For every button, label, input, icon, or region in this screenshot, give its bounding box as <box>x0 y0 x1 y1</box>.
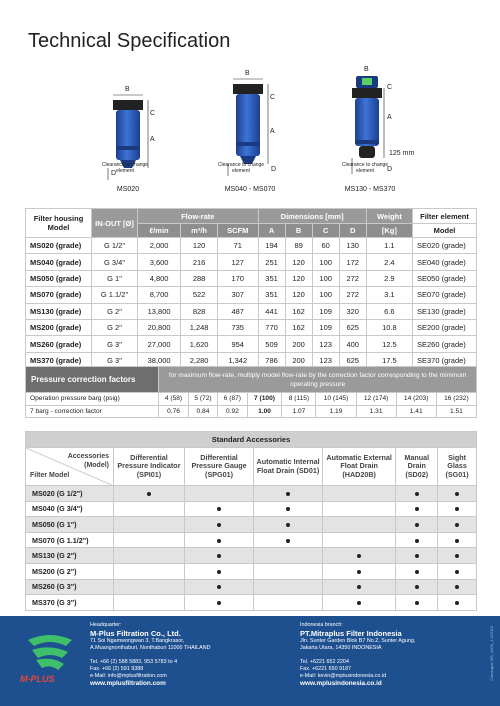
pcf-factor-cell: 0.76 <box>159 405 188 418</box>
spec-cell-model: MS070 (grade) <box>26 287 92 303</box>
pcf-row-pressure <box>26 393 477 406</box>
bullet-icon <box>415 601 419 605</box>
spec-row <box>26 303 477 319</box>
acc-cell <box>114 501 185 517</box>
pcf-pressure-cell: 10 (145) <box>316 393 356 406</box>
spec-cell-io: G 1.1/2" <box>92 287 138 303</box>
th-housing: Filter housing Model <box>26 209 92 238</box>
id-email[interactable]: e-Mail: kevin@mplusindonesia.co.id <box>300 673 387 680</box>
acc-cell <box>322 563 395 579</box>
bullet-icon <box>217 507 221 511</box>
hq-label: Headquarter: <box>90 622 122 628</box>
spec-cell-a: 194 <box>258 238 285 254</box>
acc-row <box>26 486 477 502</box>
acc-cell <box>396 486 438 502</box>
spec-cell-d: 272 <box>339 270 366 286</box>
id-addr2: Jakarta Utara, 14350 INDONESIA <box>300 645 382 652</box>
bullet-icon <box>415 492 419 496</box>
spec-cell-lmin: 27,000 <box>138 336 181 352</box>
acc-cell <box>184 548 253 564</box>
spec-cell-lmin: 38,000 <box>138 352 181 368</box>
acc-cell <box>254 595 323 611</box>
spec-cell-model: MS020 (grade) <box>26 238 92 254</box>
acc-cell <box>322 595 395 611</box>
bullet-icon <box>455 554 459 558</box>
hq-email[interactable]: e-Mail: info@mplusfiltration.com <box>90 673 167 680</box>
spec-cell-kg: 10.8 <box>366 319 412 335</box>
pcf-factor-cell: 1.41 <box>396 405 436 418</box>
pcf-factor-cell: 0.92 <box>218 405 247 418</box>
spec-cell-b: 200 <box>285 352 312 368</box>
pcf-pressure-cell: 4 (58) <box>159 393 188 406</box>
acc-row <box>26 548 477 564</box>
id-addr1: Jln. Sunter Garden Blok B7 No.2, Sunter Agung, <box>300 638 416 645</box>
acc-model: MS200 (G 2") <box>26 563 114 579</box>
clearance-3: Clearance to change element <box>341 162 389 174</box>
spec-cell-scfm: 735 <box>217 319 258 335</box>
spec-row <box>26 336 477 352</box>
spec-row <box>26 254 477 270</box>
spec-cell-m3h: 1,248 <box>181 319 218 335</box>
spec-cell-kg: 2.4 <box>366 254 412 270</box>
bullet-icon <box>357 570 361 574</box>
spec-cell-m3h: 522 <box>181 287 218 303</box>
hq-web[interactable]: www.mplusfiltration.com <box>90 680 166 688</box>
acc-title: Standard Accessories <box>26 432 477 448</box>
bullet-icon <box>286 507 290 511</box>
dim-a-3: A <box>387 114 392 121</box>
pcf-factor-cell: 1.07 <box>282 405 316 418</box>
th-inout: IN-OUT [Ø] <box>92 209 138 238</box>
pcf-pressure-cell: 16 (232) <box>436 393 476 406</box>
mplus-logo <box>22 630 78 694</box>
spec-cell-lmin: 4,800 <box>138 270 181 286</box>
spec-cell-d: 272 <box>339 287 366 303</box>
acc-cell <box>114 595 185 611</box>
acc-cell <box>396 595 438 611</box>
bullet-icon <box>455 570 459 574</box>
spec-cell-el: SE070 (grade) <box>413 287 477 303</box>
acc-row <box>26 595 477 611</box>
bullet-icon <box>415 554 419 558</box>
id-fax: Fax. +6221 650 9187 <box>300 665 352 672</box>
pcf-pressure-cell: 5 (72) <box>188 393 217 406</box>
acc-cell <box>322 532 395 548</box>
spec-cell-el: SE260 (grade) <box>413 336 477 352</box>
acc-cell <box>114 486 185 502</box>
th-model: Model <box>413 224 477 238</box>
acc-cell <box>184 595 253 611</box>
spec-cell-model: MS200 (grade) <box>26 319 92 335</box>
spec-cell-lmin: 2,000 <box>138 238 181 254</box>
bullet-icon <box>455 601 459 605</box>
spec-cell-b: 120 <box>285 287 312 303</box>
pcf-row-factor <box>26 405 477 418</box>
pcf-row2-label: 7 barg - correction factor <box>26 405 159 418</box>
spec-cell-io: G 3" <box>92 336 138 352</box>
logo-text: M-PLUS <box>20 674 55 684</box>
spec-row <box>26 287 477 303</box>
spec-cell-b: 162 <box>285 303 312 319</box>
spec-cell-m3h: 2,280 <box>181 352 218 368</box>
bullet-icon <box>217 570 221 574</box>
acc-cell <box>322 579 395 595</box>
bullet-icon <box>286 539 290 543</box>
pcf-factor-cell: 1.19 <box>316 405 356 418</box>
spec-cell-io: G 2" <box>92 319 138 335</box>
pcf-pressure-cell: 7 (100) <box>247 393 282 406</box>
acc-cell <box>254 517 323 533</box>
spec-cell-a: 351 <box>258 287 285 303</box>
spec-cell-m3h: 1,620 <box>181 336 218 352</box>
acc-row <box>26 532 477 548</box>
spec-cell-scfm: 307 <box>217 287 258 303</box>
acc-cell <box>438 595 477 611</box>
spec-cell-m3h: 120 <box>181 238 218 254</box>
filter-drawings <box>0 62 500 202</box>
catalogue-code: Catalogue-MS_0000_1-1/2019 <box>489 626 494 681</box>
bullet-icon <box>415 539 419 543</box>
spec-cell-c: 109 <box>312 303 339 319</box>
spec-cell-scfm: 954 <box>217 336 258 352</box>
acc-model: MS070 (G 1.1/2") <box>26 532 114 548</box>
th-weight: Weight <box>366 209 412 224</box>
spec-cell-b: 89 <box>285 238 312 254</box>
th-a: A <box>258 224 285 238</box>
bullet-icon <box>455 492 459 496</box>
acc-col-header: Differential Pressure Indicator (SPI01) <box>114 448 185 486</box>
pressure-table <box>25 366 477 418</box>
spec-cell-model: MS130 (grade) <box>26 303 92 319</box>
acc-body <box>26 486 477 611</box>
th-kg: [Kg] <box>366 224 412 238</box>
dim-b-1: B <box>125 86 130 93</box>
bullet-icon <box>415 570 419 574</box>
bullet-icon <box>147 492 151 496</box>
spec-cell-scfm: 487 <box>217 303 258 319</box>
spec-cell-a: 351 <box>258 270 285 286</box>
id-tel: Tel. +6221 652 2204 <box>300 658 350 665</box>
bullet-icon <box>217 523 221 527</box>
spec-cell-kg: 2.9 <box>366 270 412 286</box>
acc-cell <box>254 563 323 579</box>
dim-b-2: B <box>245 70 250 77</box>
spec-cell-model: MS050 (grade) <box>26 270 92 286</box>
spec-cell-lmin: 13,800 <box>138 303 181 319</box>
bullet-icon <box>217 539 221 543</box>
acc-row <box>26 501 477 517</box>
spec-cell-kg: 17.5 <box>366 352 412 368</box>
acc-col-header: Sight Glass (SG01) <box>438 448 477 486</box>
acc-cell <box>114 548 185 564</box>
acc-cell <box>438 548 477 564</box>
spec-cell-m3h: 216 <box>181 254 218 270</box>
th-scfm: SCFM <box>217 224 258 238</box>
acc-model: MS260 (G 3") <box>26 579 114 595</box>
acc-cell <box>438 579 477 595</box>
spec-cell-lmin: 8,700 <box>138 287 181 303</box>
acc-corner <box>26 448 114 486</box>
acc-cell <box>114 532 185 548</box>
pcf-pressure-cell: 12 (174) <box>356 393 396 406</box>
spec-cell-a: 786 <box>258 352 285 368</box>
pcf-title: Pressure correction factors <box>26 367 159 393</box>
spec-cell-el: SE050 (grade) <box>413 270 477 286</box>
bullet-icon <box>415 585 419 589</box>
clearance-2: Clearance to change element <box>217 162 265 174</box>
spec-cell-b: 120 <box>285 270 312 286</box>
id-name: PT.Mitraplus Filter Indonesia <box>300 629 402 639</box>
spec-cell-kg: 1.1 <box>366 238 412 254</box>
acc-cell <box>184 501 253 517</box>
id-block <box>300 622 415 687</box>
caption-ms040: MS040 - MS070 <box>224 186 276 193</box>
spec-cell-lmin: 20,800 <box>138 319 181 335</box>
spec-cell-c: 100 <box>312 254 339 270</box>
acc-cell <box>114 579 185 595</box>
spec-cell-c: 100 <box>312 287 339 303</box>
caption-ms130: MS130 - MS370 <box>344 186 396 193</box>
spec-cell-model: MS370 (grade) <box>26 352 92 368</box>
spec-cell-d: 320 <box>339 303 366 319</box>
filter-illustrations <box>0 62 500 202</box>
spec-cell-c: 123 <box>312 336 339 352</box>
spec-cell-model: MS040 (grade) <box>26 254 92 270</box>
acc-cell <box>396 548 438 564</box>
hq-name: M-Plus Filtration Co., Ltd. <box>90 629 181 639</box>
dim-d-1: D <box>111 170 117 177</box>
spec-cell-b: 162 <box>285 319 312 335</box>
dim-a-2: A <box>270 128 275 135</box>
acc-cell <box>438 501 477 517</box>
spec-cell-d: 400 <box>339 336 366 352</box>
dim-b-3: B <box>364 66 369 73</box>
bullet-icon <box>286 492 290 496</box>
pcf-pressure-cell: 8 (115) <box>282 393 316 406</box>
acc-cell <box>184 517 253 533</box>
spec-cell-el: SE130 (grade) <box>413 303 477 319</box>
acc-cell <box>396 579 438 595</box>
acc-cell <box>114 517 185 533</box>
acc-cell <box>322 501 395 517</box>
drain-gap: 125 mm <box>389 150 415 157</box>
bullet-icon <box>357 585 361 589</box>
spec-cell-kg: 3.1 <box>366 287 412 303</box>
bullet-icon <box>455 507 459 511</box>
acc-cell <box>184 486 253 502</box>
spec-cell-io: G 3" <box>92 352 138 368</box>
acc-row <box>26 579 477 595</box>
page-title: Technical Specification <box>28 30 231 52</box>
acc-cell <box>254 501 323 517</box>
pcf-factor-cell: 0.84 <box>188 405 217 418</box>
bullet-icon <box>455 585 459 589</box>
spec-cell-scfm: 71 <box>217 238 258 254</box>
spec-cell-a: 509 <box>258 336 285 352</box>
spec-cell-io: G 2" <box>92 303 138 319</box>
bullet-icon <box>357 554 361 558</box>
dim-a-1: A <box>150 136 155 143</box>
pcf-pressure-cell: 6 (87) <box>218 393 247 406</box>
pcf-factor-cell: 1.51 <box>436 405 476 418</box>
spec-cell-io: G 3/4" <box>92 254 138 270</box>
acc-model: MS040 (G 3/4") <box>26 501 114 517</box>
th-dims: Dimensions [mm] <box>258 209 366 224</box>
dim-c-2: C <box>270 94 276 101</box>
accessories-table <box>25 431 477 611</box>
bullet-icon <box>217 601 221 605</box>
dim-d-2: D <box>271 166 277 173</box>
spec-cell-c: 123 <box>312 352 339 368</box>
acc-cell <box>254 548 323 564</box>
spec-cell-d: 625 <box>339 352 366 368</box>
acc-cell <box>396 532 438 548</box>
acc-cell <box>184 563 253 579</box>
acc-cell <box>438 517 477 533</box>
id-label: Indonesia branch: <box>300 622 343 628</box>
spec-cell-a: 441 <box>258 303 285 319</box>
acc-row <box>26 563 477 579</box>
spec-cell-b: 120 <box>285 254 312 270</box>
th-c: C <box>312 224 339 238</box>
acc-model: MS370 (G 3") <box>26 595 114 611</box>
pcf-note: for maximum flow-rate, multiply model flow-rate by the correction factor corresponding to the minimum operating pressure <box>159 367 477 393</box>
acc-corner-top: Accessories (Model) <box>67 453 109 469</box>
acc-cell <box>438 563 477 579</box>
hq-fax: Fax. +66 (2) 591 9388 <box>90 665 144 672</box>
spec-cell-kg: 6.6 <box>366 303 412 319</box>
acc-cell <box>438 486 477 502</box>
footer <box>0 616 500 706</box>
clearance-1: Clearance to change element <box>101 162 149 174</box>
acc-corner-bottom: Filter Model <box>30 471 70 479</box>
spec-row <box>26 270 477 286</box>
th-b: B <box>285 224 312 238</box>
spec-cell-c: 109 <box>312 319 339 335</box>
pcf-factor-cell: 1.00 <box>247 405 282 418</box>
spec-cell-d: 130 <box>339 238 366 254</box>
spec-row <box>26 238 477 254</box>
acc-cell <box>184 579 253 595</box>
bullet-icon <box>415 507 419 511</box>
acc-cell <box>396 501 438 517</box>
spec-body <box>26 238 477 369</box>
spec-cell-c: 100 <box>312 270 339 286</box>
acc-model: MS020 (G 1/2") <box>26 486 114 502</box>
bullet-icon <box>357 601 361 605</box>
acc-cell <box>322 517 395 533</box>
spec-cell-el: SE370 (grade) <box>413 352 477 368</box>
acc-col-header: Automatic Internal Float Drain (SD01) <box>254 448 323 486</box>
bullet-icon <box>217 554 221 558</box>
hq-block <box>90 622 211 687</box>
spec-cell-el: SE200 (grade) <box>413 319 477 335</box>
bullet-icon <box>415 523 419 527</box>
id-web[interactable]: www.mplusindonesia.co.id <box>300 680 382 688</box>
spec-cell-a: 251 <box>258 254 285 270</box>
acc-cell <box>254 532 323 548</box>
acc-cell <box>322 548 395 564</box>
acc-cell <box>396 563 438 579</box>
spec-cell-el: SE040 (grade) <box>413 254 477 270</box>
spec-cell-io: G 1/2" <box>92 238 138 254</box>
filter-ms130-drawing <box>352 76 384 174</box>
th-element: Filter element <box>413 209 477 224</box>
spec-cell-lmin: 3,600 <box>138 254 181 270</box>
spec-cell-model: MS260 (grade) <box>26 336 92 352</box>
spec-cell-d: 625 <box>339 319 366 335</box>
dim-d-3: D <box>387 166 393 173</box>
acc-cell <box>396 517 438 533</box>
spec-cell-d: 172 <box>339 254 366 270</box>
hq-addr2: A.Muangnonthaburi, Nonthaburi 11000 THAILAND <box>90 645 211 652</box>
caption-ms020: MS020 <box>116 186 140 193</box>
th-d: D <box>339 224 366 238</box>
acc-col-header: Differential Pressure Gauge (SPG01) <box>184 448 253 486</box>
hq-tel: Tel. +66 (2) 588 5883, 953 5783 to 4 <box>90 658 178 665</box>
acc-cell <box>254 579 323 595</box>
acc-row <box>26 517 477 533</box>
spec-cell-scfm: 127 <box>217 254 258 270</box>
acc-col-header: Manual Drain (SD02) <box>396 448 438 486</box>
dim-c-3: C <box>387 84 393 91</box>
acc-cell <box>322 486 395 502</box>
spec-row <box>26 319 477 335</box>
spec-cell-el: SE020 (grade) <box>413 238 477 254</box>
acc-model: MS130 (G 2") <box>26 548 114 564</box>
spec-cell-scfm: 170 <box>217 270 258 286</box>
spec-cell-scfm: 1,342 <box>217 352 258 368</box>
th-m3h: m³/h <box>181 224 218 238</box>
bullet-icon <box>217 585 221 589</box>
dim-c-1: C <box>150 110 156 117</box>
spec-cell-m3h: 828 <box>181 303 218 319</box>
th-flow: Flow-rate <box>138 209 259 224</box>
pcf-pressure-cell: 14 (203) <box>396 393 436 406</box>
acc-cell <box>184 532 253 548</box>
spec-cell-c: 60 <box>312 238 339 254</box>
acc-cell <box>254 486 323 502</box>
spec-table <box>25 208 477 369</box>
acc-cell <box>114 563 185 579</box>
spec-cell-b: 200 <box>285 336 312 352</box>
spec-cell-kg: 12.5 <box>366 336 412 352</box>
acc-col-header: Automatic External Float Drain (HAD20B) <box>322 448 395 486</box>
hq-addr1: 71 Soi Ngamwongwan 3, T.Bangkrasor, <box>90 638 185 645</box>
spec-cell-io: G 1" <box>92 270 138 286</box>
bullet-icon <box>455 523 459 527</box>
bullet-icon <box>455 539 459 543</box>
bullet-icon <box>286 523 290 527</box>
pcf-row1-label: Operation pressure barg (psig) <box>26 393 159 406</box>
acc-cell <box>438 532 477 548</box>
th-lmin: ℓ/min <box>138 224 181 238</box>
spec-cell-a: 770 <box>258 319 285 335</box>
acc-model: MS050 (G 1") <box>26 517 114 533</box>
spec-cell-m3h: 288 <box>181 270 218 286</box>
pcf-factor-cell: 1.31 <box>356 405 396 418</box>
